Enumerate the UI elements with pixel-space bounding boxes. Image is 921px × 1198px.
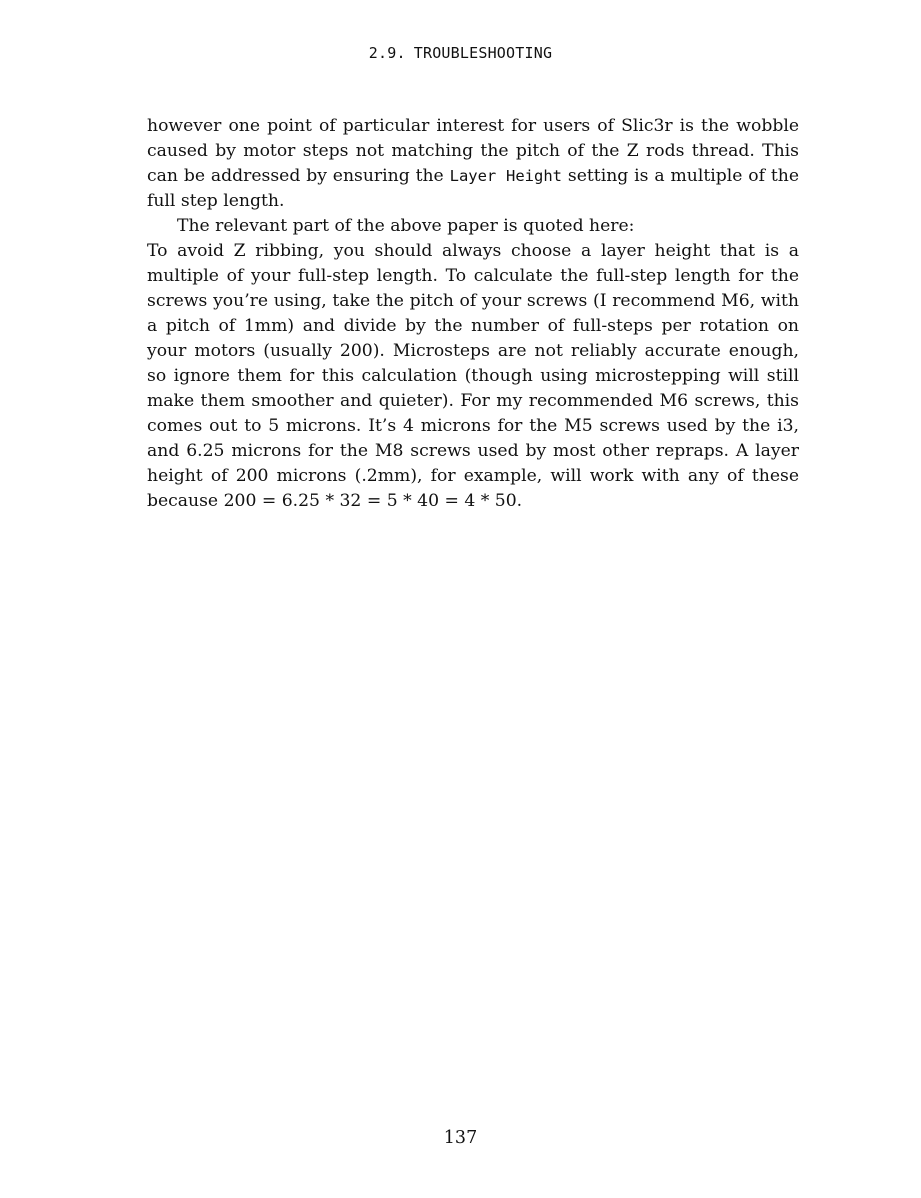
paragraph-intro <box>147 114 799 214</box>
running-header <box>0 44 921 62</box>
body-text <box>147 114 799 514</box>
layer-height-setting-code: Layer Height <box>449 167 563 185</box>
block-quote: To avoid Z ribbing, you should always choose a layer height that is a multiple of your full-step length. To calculate the full-step length for the screws you’re using, take the pitch of your screws (I recommend M6, with a pitch of 1mm) and divide by the number of full-steps per rotation on your motors (usually 200). Microsteps are not reliably accurate enough, so ignore them for this calculation (though using microstepping will still make them smoother and quieter). For my recommended M6 screws, this comes out to 5 microns. It’s 4 microns for the M5 screws used by the i3, and 6.25 microns for the M8 screws used by most other repraps. A layer height of 200 microns (.2mm), for example, will work with any of these because 200 = 6.25 * 32 = 5 * 40 = 4 * 50. <box>147 241 799 511</box>
paragraph-quote-lead: The relevant part of the above paper is quoted here: <box>177 216 635 236</box>
paragraph-intro-part2: setting is a multiple of the full step length. <box>147 166 800 211</box>
section-number: 2.9. <box>368 44 406 62</box>
page-number: 137 <box>443 1128 478 1148</box>
section-title: TROUBLESHOOTING <box>413 44 553 62</box>
paragraph-intro-part1: however one point of particular interest for users of Slic3r is the wobble caused by motor steps not matching the pitch of the Z rods thread. This can be addressed by ensuring the <box>147 116 799 186</box>
